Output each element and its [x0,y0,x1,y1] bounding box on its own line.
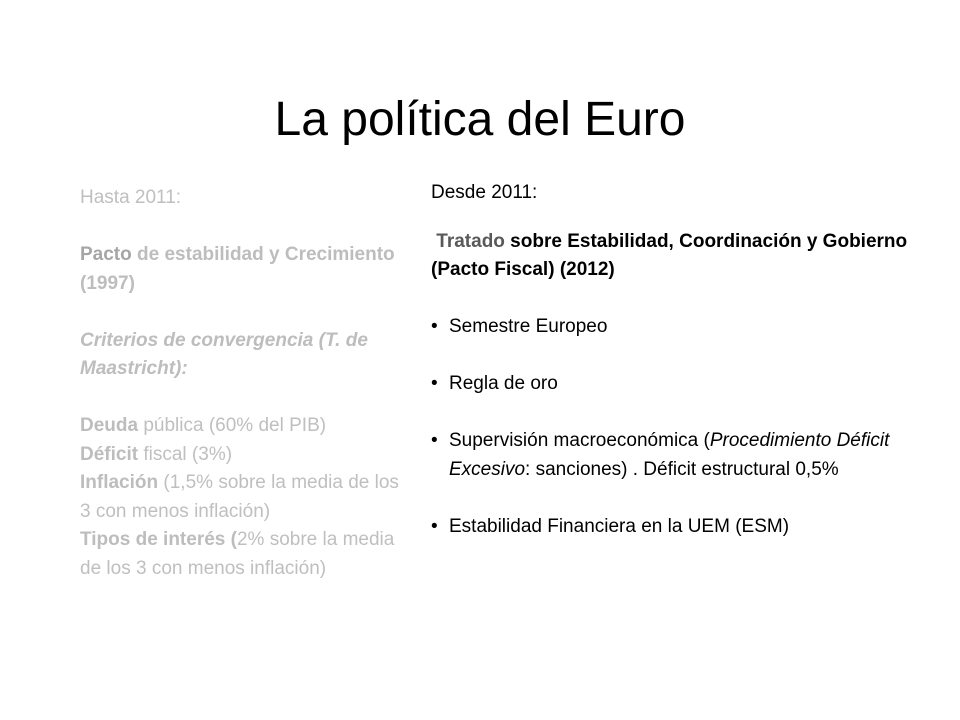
left-column [80,184,410,583]
bullet-text: Semestre Europeo [449,316,608,337]
bullet-text-a: Supervisión macroeconómica ( [449,430,710,451]
left-heading: Hasta 2011: [80,187,182,208]
criterios-paragraph [80,327,410,384]
inflacion-label: Inflación [80,472,159,493]
tratado-rest: sobre Estabilidad, Coordinación y Gobierno (Pacto Fiscal) (2012) [431,230,908,280]
deficit-label: Déficit [80,443,139,465]
bullet-item-estabilidad [431,513,931,542]
bullet-icon: • [431,373,438,394]
tipos-line [80,526,410,583]
bullet-text: Regla de oro [449,373,558,394]
slide-title: La política del Euro [274,93,686,147]
deuda-rest: pública (60% del PIB) [138,415,327,436]
criterios-text: Criterios de convergencia (T. de Maastricht): [80,329,368,379]
deuda-label: Deuda [80,415,139,436]
bullet-icon: • [431,316,438,337]
bullet-text-b: Procedimiento Déficit Excesivo [449,430,890,480]
deuda-line [80,412,410,441]
tipos-label: Tipos de interés ( [80,529,237,550]
pacto-word: Pacto [80,244,132,265]
right-heading: Desde 2011: [431,182,538,203]
pacto-rest: de estabilidad y Crecimiento (1997) [80,244,395,294]
tratado-word: Tratado [436,230,505,252]
inflacion-rest: (1,5% sobre la media de los 3 con menos inflación) [80,472,399,522]
deficit-rest: fiscal (3%) [138,443,233,465]
bullet-item-regla [431,370,931,399]
bullet-item-semestre [431,313,931,342]
deficit-line [80,441,410,470]
bullet-icon: • [431,430,438,451]
tratado-paragraph [431,228,931,285]
pacto-paragraph [80,241,410,298]
right-column [431,179,931,541]
inflacion-line [80,469,410,526]
bullet-text: Estabilidad Financiera en la UEM (ESM) [449,515,790,537]
tipos-rest: 2% sobre la media de los 3 con menos inflación) [80,529,395,579]
bullet-icon: • [431,515,438,537]
bullet-item-supervision [431,427,931,484]
bullet-text-c: : sanciones) . Déficit estructural 0,5% [525,458,839,480]
